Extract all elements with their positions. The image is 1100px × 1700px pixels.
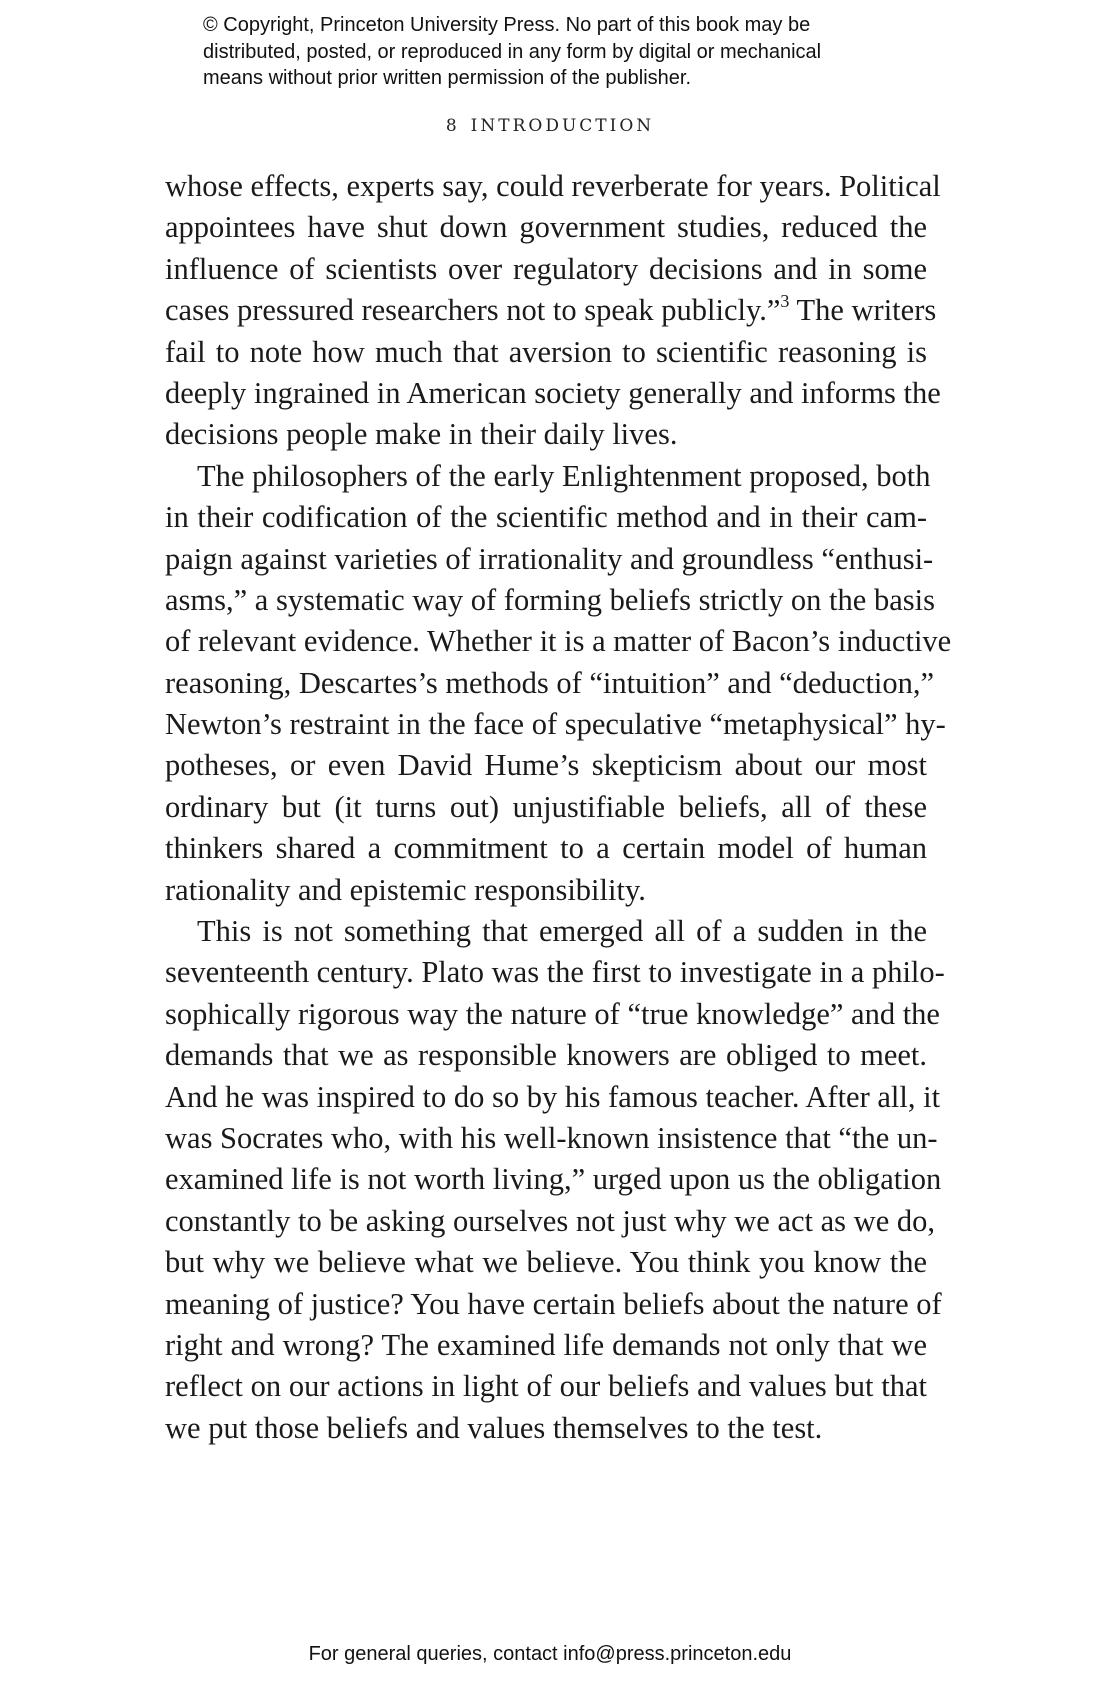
text-fragment: The writers xyxy=(796,293,937,328)
text-line: Newton’s restraint in the face of speculative “metaphysical” hy- xyxy=(165,707,946,742)
text-line: asms,” a systematic way of forming beliefs strictly on the basis xyxy=(165,582,935,617)
text-line: but why we believe what we believe. You think you know the xyxy=(165,1245,927,1280)
text-line: appointees have shut down government studies, reduced the xyxy=(165,210,927,245)
copyright-line: © Copyright, Princeton University Press. No part of this book may be xyxy=(203,14,811,36)
text-line: thinkers shared a commitment to a certain model of human xyxy=(165,831,927,866)
text-line: And he was inspired to do so by his famous teacher. After all, it xyxy=(165,1079,941,1114)
body-text xyxy=(165,166,952,1449)
text-line: reasoning, Descartes’s methods of “intuition” and “deduction,” xyxy=(165,665,935,700)
copyright-line: means without prior written permission of the publisher. xyxy=(203,67,692,89)
text-line: rationality and epistemic responsibility. xyxy=(165,872,646,907)
text-line: paign against varieties of irrationality and groundless “enthusi- xyxy=(165,541,934,576)
footnote-reference[interactable]: 3 xyxy=(780,291,790,312)
text-line: demands that we as responsible knowers are obliged to meet. xyxy=(165,1038,927,1073)
text-line: constantly to be asking ourselves not just why we act as we do, xyxy=(165,1203,935,1238)
text-line: ordinary but (it turns out) unjustifiable beliefs, all of these xyxy=(165,789,927,824)
text-line: examined life is not worth living,” urged upon us the obligation xyxy=(165,1162,942,1197)
text-line: reflect on our actions in light of our beliefs and values but that xyxy=(165,1369,927,1404)
text-line: we put those beliefs and values themselves to the test. xyxy=(165,1410,823,1445)
copyright-notice xyxy=(203,12,963,92)
text-line: seventeenth century. Plato was the first to investigate in a philo- xyxy=(165,955,945,990)
text-line: of relevant evidence. Whether it is a matter of Bacon’s inductive xyxy=(165,624,952,659)
copyright-line: distributed, posted, or reproduced in any form by digital or mechanical xyxy=(203,40,822,63)
running-head xyxy=(0,114,1100,138)
text-line: influence of scientists over regulatory decisions and in some xyxy=(165,251,927,286)
footer-contact: For general queries, contact info@press.princeton.edu xyxy=(308,1643,792,1665)
text-line: was Socrates who, with his well-known insistence that “the un- xyxy=(165,1120,938,1155)
chapter-title: INTRODUCTION xyxy=(470,116,655,136)
text-line: decisions people make in their daily lives. xyxy=(165,417,678,452)
text-fragment: cases pressured researchers not to speak publicly.” xyxy=(165,293,781,328)
text-line: potheses, or even David Hume’s skepticism about our most xyxy=(165,748,927,783)
text-line-with-footnote xyxy=(165,290,937,331)
text-line: sophically rigorous way the nature of “true knowledge” and the xyxy=(165,996,940,1031)
text-line: whose effects, experts say, could reverberate for years. Political xyxy=(165,169,941,203)
text-line: fail to note how much that aversion to scientific reasoning is xyxy=(165,334,927,369)
text-line: meaning of justice? You have certain beliefs about the nature of xyxy=(165,1286,942,1321)
text-line: deeply ingrained in American society generally and informs the xyxy=(165,375,941,410)
text-line: This is not something that emerged all of a sudden in the xyxy=(197,914,927,949)
text-line: The philosophers of the early Enlightenment proposed, both xyxy=(197,458,931,493)
page-number: 8 xyxy=(445,116,457,136)
text-line: in their codification of the scientific method and in their cam- xyxy=(165,500,927,535)
text-line: right and wrong? The examined life demands not only that we xyxy=(165,1327,927,1362)
